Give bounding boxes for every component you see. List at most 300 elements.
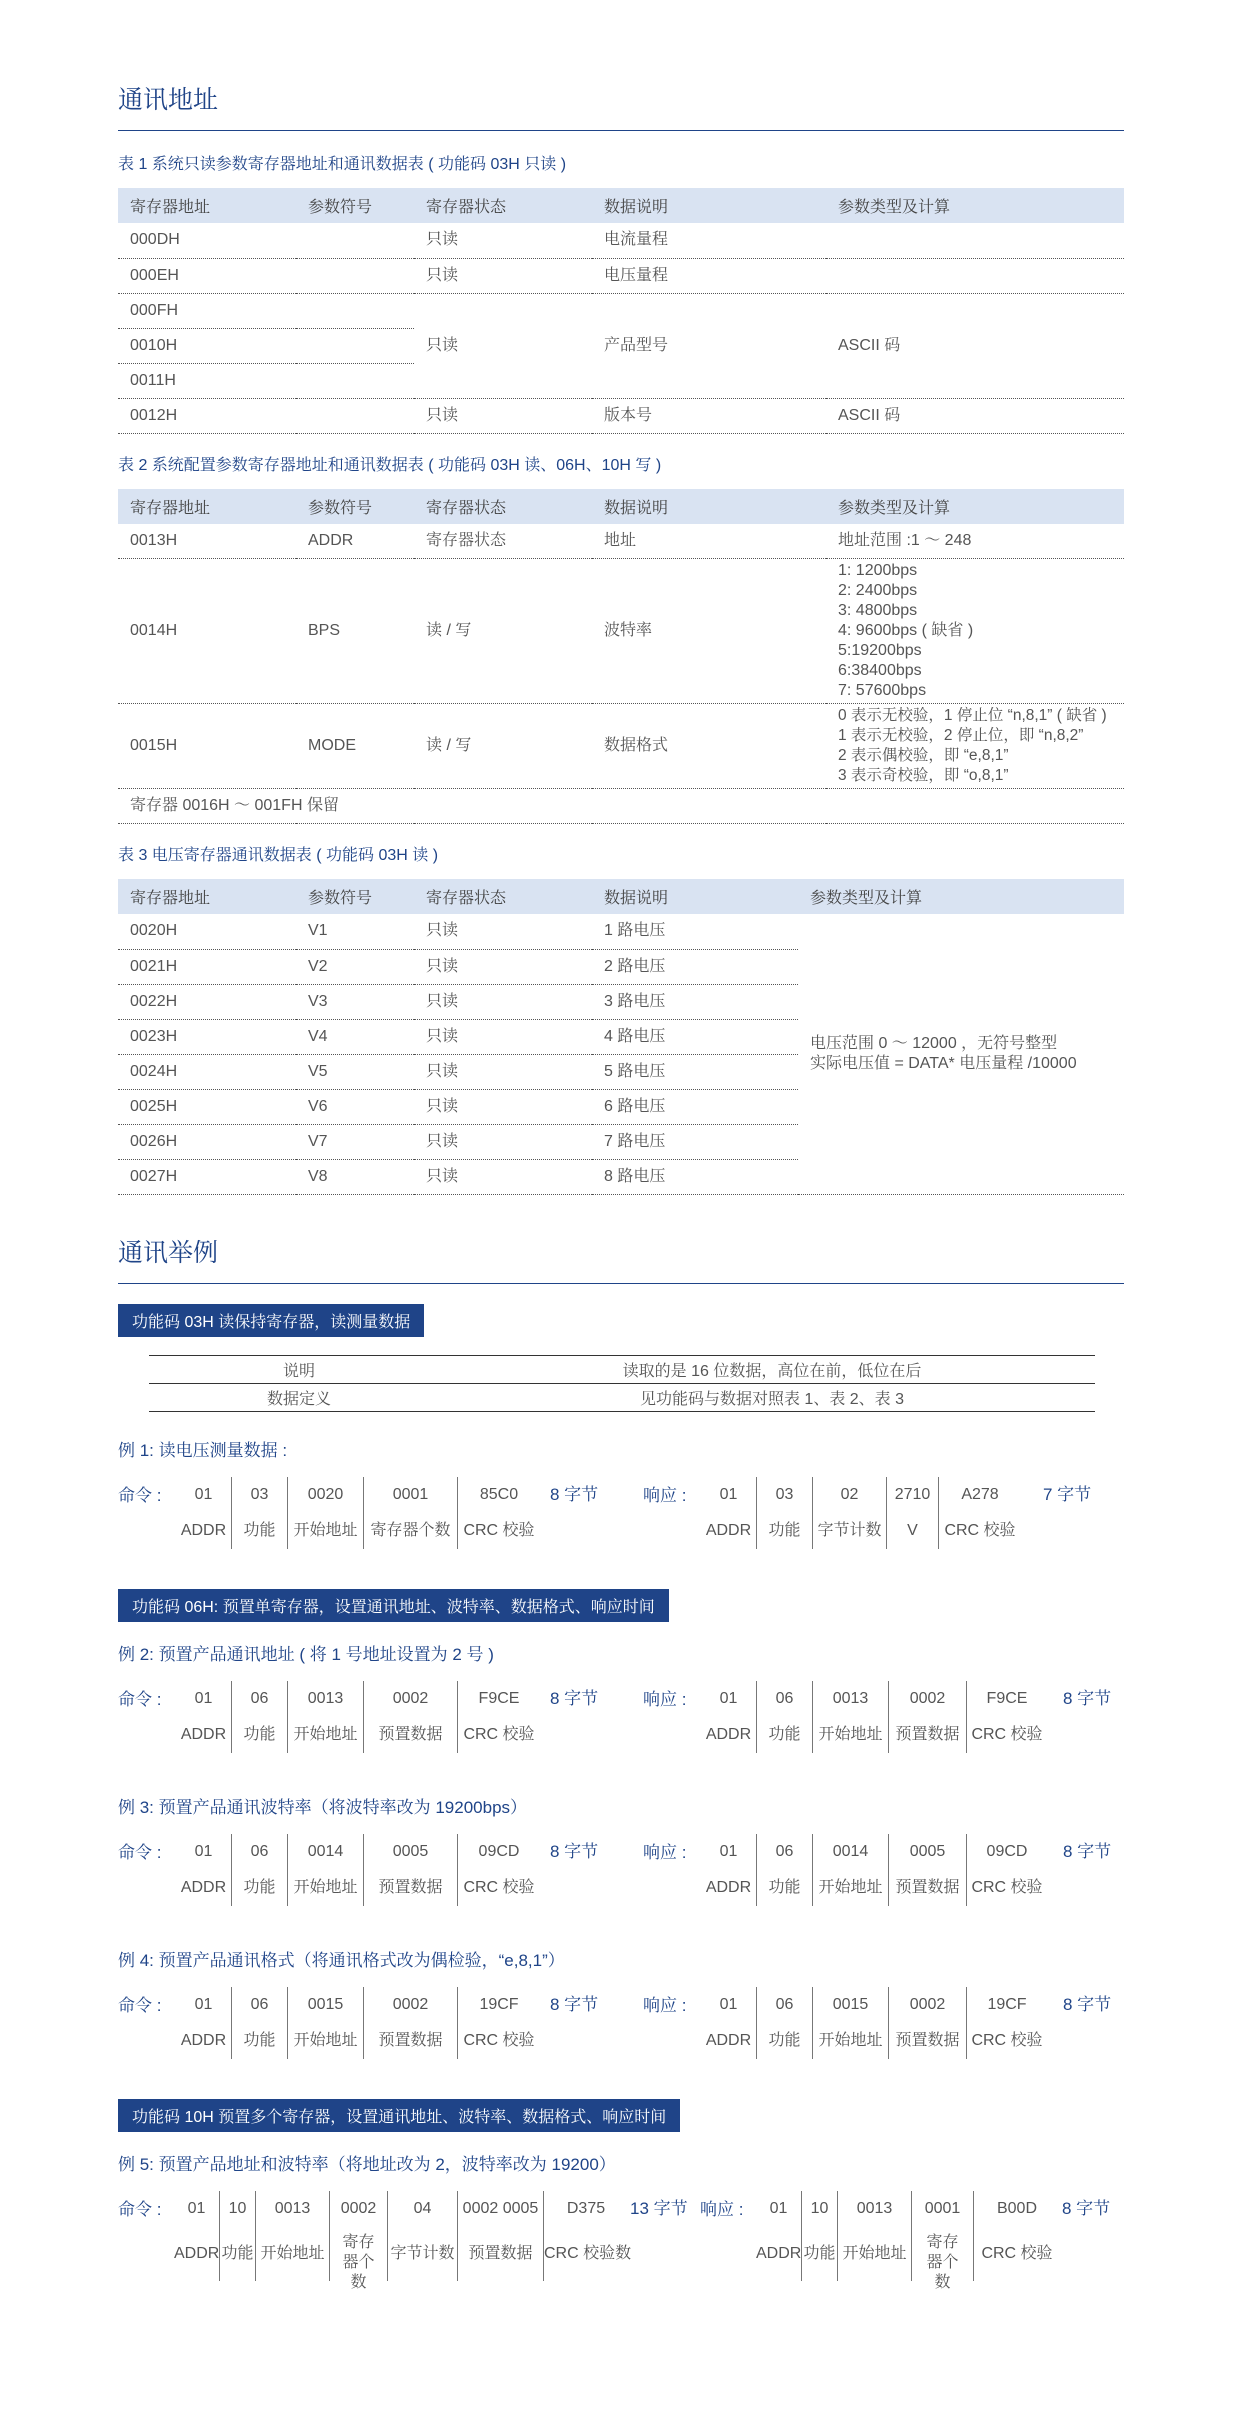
cell-sym: V1	[296, 914, 414, 949]
frame-cell	[967, 1987, 1047, 2059]
cell-name: 预置数据	[468, 2244, 533, 2262]
frame-cell	[232, 1987, 288, 2059]
cell-value: F9CE	[986, 1689, 1028, 1707]
frame-cell	[388, 2191, 458, 2281]
cell-value: 0013	[274, 2199, 311, 2217]
response-label: 响应 :	[643, 1842, 687, 1862]
table3	[118, 879, 1124, 1195]
cell-calc	[826, 258, 1124, 293]
cell-sym	[296, 398, 414, 433]
cell-name: CRC 校验	[463, 1878, 535, 1896]
response-cells	[701, 1477, 1021, 1549]
command-label: 命令 :	[118, 1995, 162, 2015]
example5-title: 例 5: 预置产品地址和波特率（将地址改为 2，波特率改为 19200）	[118, 2154, 616, 2174]
calc-line: 0 表示无校验，1 停止位 “n,8,1” ( 缺省 )	[838, 707, 1107, 724]
cell-value: 06	[250, 1842, 269, 1860]
table-row	[118, 293, 1124, 328]
response-label: 响应 :	[700, 2199, 744, 2219]
col-header: 寄存器地址	[118, 879, 296, 914]
cell-state: 只读	[414, 1124, 592, 1159]
response-bytes: 7 字节	[1043, 1484, 1092, 1504]
table2-header	[118, 489, 1124, 524]
calc-line: 6:38400bps	[838, 662, 922, 679]
command-cells	[174, 2191, 632, 2291]
cell-state: 只读	[414, 914, 592, 949]
cell-name: 预置数据	[895, 1725, 960, 1743]
cell-name: 寄存器个数	[926, 2233, 959, 2291]
cell-name: 功能	[243, 1521, 276, 1539]
cell-desc: 产品型号	[592, 293, 826, 398]
def-value: 见功能码与数据对照表 1、表 2、表 3	[639, 1390, 905, 1408]
example4-frames	[118, 1987, 1124, 2081]
cell-desc: 6 路电压	[592, 1089, 798, 1124]
cell-value: 09CD	[986, 1842, 1028, 1860]
cell-state: 只读	[414, 293, 592, 398]
cell-sym: V8	[296, 1159, 414, 1194]
frame-cell	[757, 1834, 813, 1906]
cell-calc	[826, 704, 1124, 789]
cell-addr: 0010H	[118, 328, 296, 363]
cell-state: 只读	[414, 1159, 592, 1194]
cell-addr: 0014H	[118, 559, 296, 704]
cell-value: 01	[194, 1485, 213, 1503]
cell-name: ADDR	[180, 1521, 227, 1539]
cell-state: 只读	[414, 1054, 592, 1089]
example3-title: 例 3: 预置产品通讯波特率（将波特率改为 19200bps）	[118, 1797, 528, 1817]
cell-name: CRC 校验	[971, 1878, 1043, 1896]
frame-cell	[232, 1681, 288, 1753]
cell-name: 开始地址	[818, 2031, 883, 2049]
command-bytes: 8 字节	[550, 1688, 599, 1708]
frame-cell	[288, 1834, 364, 1906]
frame-cell	[176, 1834, 232, 1906]
cell-addr: 000FH	[118, 293, 296, 328]
cell-name: 功能	[768, 1521, 801, 1539]
cell-name: CRC 校验	[463, 1725, 535, 1743]
cell-name: 开始地址	[842, 2244, 907, 2262]
cell-name: 预置数据	[378, 1725, 443, 1743]
cell-name: 预置数据	[378, 2031, 443, 2049]
cell-value: 0005	[392, 1842, 429, 1860]
cell-name: 功能	[803, 2244, 836, 2262]
frame-cell	[813, 1834, 889, 1906]
def-key: 说明	[149, 1355, 449, 1383]
section-title-examples: 通讯举例	[118, 1233, 1124, 1284]
frame-cell	[458, 1834, 540, 1906]
cell-name: CRC 校验	[971, 1725, 1043, 1743]
table2	[118, 489, 1124, 825]
cell-value: 0002	[909, 1689, 946, 1707]
table-row	[118, 524, 1124, 559]
cell-addr: 0023H	[118, 1019, 296, 1054]
frame-cell	[701, 1834, 757, 1906]
cell-value: 04	[413, 2199, 432, 2217]
cell-value: 01	[769, 2199, 788, 2217]
cell-name: 开始地址	[818, 1725, 883, 1743]
frame-cell	[256, 2191, 330, 2281]
table2-caption: 表 2 系统配置参数寄存器地址和通讯数据表 ( 功能码 03H 读、06H、10H 写 )	[118, 456, 662, 474]
cell-value: 10	[810, 2199, 829, 2217]
col-header: 参数符号	[296, 188, 414, 223]
cell-value: 06	[775, 1995, 794, 2013]
cell-value: 09CD	[478, 1842, 520, 1860]
cell-sym	[296, 258, 414, 293]
cell-sym	[296, 328, 414, 363]
table-row	[149, 1383, 1095, 1411]
frame-cell	[838, 2191, 912, 2281]
command-bytes: 13 字节	[630, 2198, 688, 2218]
cell-value: D375	[566, 2199, 606, 2217]
col-header: 数据说明	[592, 879, 798, 914]
cell-addr: 0013H	[118, 524, 296, 559]
cell-value: 0013	[832, 1689, 869, 1707]
cell-value: F9CE	[478, 1689, 520, 1707]
frame-cell	[288, 1681, 364, 1753]
frame-cell	[813, 1477, 887, 1549]
cell-name: 功能	[243, 1878, 276, 1896]
cell-desc: 2 路电压	[592, 949, 798, 984]
cell-name: CRC 校验	[981, 2244, 1053, 2262]
cell-calc	[826, 223, 1124, 258]
cell-value: 01	[719, 1689, 738, 1707]
cell-addr: 0021H	[118, 949, 296, 984]
frame-cell	[330, 2191, 388, 2291]
frame-cell	[220, 2191, 256, 2281]
cell-name: 字节计数	[390, 2244, 455, 2262]
cell-value: 01	[719, 1842, 738, 1860]
cell-state: 只读	[414, 223, 592, 258]
command-label: 命令 :	[118, 1689, 162, 1709]
table-row	[118, 258, 1124, 293]
table1-header	[118, 188, 1124, 223]
response-bytes: 8 字节	[1063, 1841, 1112, 1861]
cell-name: 开始地址	[293, 1878, 358, 1896]
calc-line: 2 表示偶校验，即 “e,8,1”	[838, 747, 1009, 764]
calc-line: 4: 9600bps ( 缺省 )	[838, 622, 974, 639]
col-header: 寄存器状态	[414, 879, 592, 914]
cell-value: 0002 0005	[462, 2199, 539, 2217]
cell-value: 0001	[392, 1485, 429, 1503]
command-label: 命令 :	[118, 2199, 162, 2219]
reserved-note: 寄存器 0016H ～ 001FH 保留	[118, 789, 1124, 824]
cell-value: 0002	[909, 1995, 946, 2013]
cell-value: 2710	[894, 1485, 931, 1503]
calc-line: 5:19200bps	[838, 642, 922, 659]
cell-sym	[296, 223, 414, 258]
calc-line: 1 表示无校验，2 停止位，即 “n,8,2”	[838, 727, 1084, 744]
cell-sym: V7	[296, 1124, 414, 1159]
frame-cell	[889, 1681, 967, 1753]
col-header: 参数符号	[296, 489, 414, 524]
band-06h: 功能码 06H: 预置单寄存器，设置通讯地址、波特率、数据格式、响应时间	[118, 1589, 669, 1622]
cell-value: 0014	[307, 1842, 344, 1860]
frame-cell	[802, 2191, 838, 2281]
frame-cell	[458, 1987, 540, 2059]
frame-cell	[757, 1987, 813, 2059]
cell-addr: 0026H	[118, 1124, 296, 1159]
example3-frames	[118, 1834, 1124, 1928]
col-header: 参数符号	[296, 879, 414, 914]
frame-cell	[232, 1834, 288, 1906]
cell-name: ADDR	[705, 1725, 752, 1743]
cell-value: 06	[250, 1995, 269, 2013]
cell-value: 03	[775, 1485, 794, 1503]
response-bytes: 8 字节	[1063, 1994, 1112, 2014]
cell-calc	[826, 559, 1124, 704]
cell-value: 06	[775, 1689, 794, 1707]
cell-value: 0020	[307, 1485, 344, 1503]
frame-cell	[939, 1477, 1021, 1549]
table-row	[149, 1355, 1095, 1383]
frame-cell	[176, 1477, 232, 1549]
cell-value: 0013	[307, 1689, 344, 1707]
response-cells	[701, 1681, 1047, 1753]
frame-cell	[701, 1987, 757, 2059]
frame-cell	[176, 1987, 232, 2059]
band-10h: 功能码 10H 预置多个寄存器，设置通讯地址、波特率、数据格式、响应时间	[118, 2099, 680, 2132]
cell-name: 开始地址	[260, 2244, 325, 2262]
example5-frames	[118, 2191, 1124, 2291]
cell-sym: V6	[296, 1089, 414, 1124]
cell-name: 功能	[768, 1878, 801, 1896]
frame-cell	[813, 1681, 889, 1753]
section-title-address: 通讯地址	[118, 80, 1124, 131]
cell-name: ADDR	[180, 2031, 227, 2049]
cell-value: 0015	[307, 1995, 344, 2013]
table-row	[118, 914, 1124, 949]
frame-cell	[176, 1681, 232, 1753]
table-row	[118, 223, 1124, 258]
cell-value: 19CF	[479, 1995, 519, 2013]
cell-name: 功能	[243, 2031, 276, 2049]
cell-sym: V4	[296, 1019, 414, 1054]
cell-sym: ADDR	[296, 524, 414, 559]
col-header: 数据说明	[592, 188, 826, 223]
cell-desc: 5 路电压	[592, 1054, 798, 1089]
cell-value: 03	[250, 1485, 269, 1503]
col-header: 寄存器地址	[118, 489, 296, 524]
frame-cell	[701, 1477, 757, 1549]
cell-name: CRC 校验数	[544, 2244, 632, 2262]
frame-cell	[544, 2191, 632, 2281]
calc-line: 1: 1200bps	[838, 562, 918, 579]
cell-desc: 3 路电压	[592, 984, 798, 1019]
example1-frames	[118, 1477, 1124, 1571]
cell-value: 0013	[856, 2199, 893, 2217]
cell-value: 0002	[392, 1995, 429, 2013]
cell-value: 85C0	[479, 1485, 519, 1503]
response-label: 响应 :	[643, 1995, 687, 2015]
cell-calc: ASCII 码	[826, 398, 1124, 433]
frame-cell	[458, 2191, 544, 2281]
cell-name: CRC 校验	[944, 1521, 1016, 1539]
cell-addr: 0020H	[118, 914, 296, 949]
cell-name: ADDR	[180, 1878, 227, 1896]
cell-desc: 1 路电压	[592, 914, 798, 949]
calc-line: 实际电压值 = DATA* 电压量程 /10000	[810, 1054, 1077, 1072]
def-key: 数据定义	[266, 1390, 331, 1408]
cell-value: 0001	[924, 2199, 961, 2217]
cell-name: 字节计数	[817, 1521, 882, 1539]
col-header: 寄存器状态	[414, 188, 592, 223]
cell-name: ADDR	[705, 1878, 752, 1896]
response-label: 响应 :	[643, 1485, 687, 1505]
cell-sym	[296, 363, 414, 398]
frame-cell	[232, 1477, 288, 1549]
example2-title: 例 2: 预置产品通讯地址 ( 将 1 号地址设置为 2 号 )	[118, 1644, 494, 1664]
col-header: 寄存器地址	[118, 188, 296, 223]
table-row	[118, 398, 1124, 433]
cell-name: 开始地址	[293, 2031, 358, 2049]
frame-cell	[458, 1681, 540, 1753]
cell-value: B00D	[996, 2199, 1038, 2217]
frame-cell	[813, 1987, 889, 2059]
cell-calc: ASCII 码	[826, 293, 1124, 398]
document-page	[118, 80, 1124, 2303]
response-cells	[701, 1834, 1047, 1906]
cell-addr: 0011H	[118, 363, 296, 398]
frame-cell	[364, 1477, 458, 1549]
frame-cell	[701, 1681, 757, 1753]
calc-line: 7: 57600bps	[838, 682, 927, 699]
table-row	[118, 789, 1124, 824]
cell-desc: 版本号	[592, 398, 826, 433]
cell-name: 预置数据	[895, 2031, 960, 2049]
frame-cell	[364, 1987, 458, 2059]
cell-addr: 0025H	[118, 1089, 296, 1124]
cell-state: 只读	[414, 949, 592, 984]
frame-cell	[912, 2191, 974, 2291]
cell-value: 01	[194, 1995, 213, 2013]
cell-name: 预置数据	[378, 1878, 443, 1896]
frame-cell	[889, 1834, 967, 1906]
definition-table	[149, 1355, 1095, 1412]
cell-addr: 0012H	[118, 398, 296, 433]
cell-state: 只读	[414, 984, 592, 1019]
command-label: 命令 :	[118, 1842, 162, 1862]
cell-desc: 8 路电压	[592, 1159, 798, 1194]
cell-desc: 电流量程	[592, 223, 826, 258]
cell-desc: 电压量程	[592, 258, 826, 293]
cell-value: 19CF	[987, 1995, 1027, 2013]
response-label: 响应 :	[643, 1689, 687, 1709]
example4-title: 例 4: 预置产品通讯格式（将通讯格式改为偶检验，“e,8,1”）	[118, 1950, 565, 1970]
calc-line: 3 表示奇校验，即 “o,8,1”	[838, 767, 1009, 784]
cell-state: 只读	[414, 258, 592, 293]
def-value: 读取的是 16 位数据，高位在前，低位在后	[449, 1355, 1095, 1383]
frame-cell	[364, 1681, 458, 1753]
col-header: 数据说明	[592, 489, 826, 524]
example2-frames	[118, 1681, 1124, 1775]
cell-state: 只读	[414, 1089, 592, 1124]
cell-name: CRC 校验	[463, 1521, 535, 1539]
cell-name: 寄存器个数	[370, 1521, 451, 1539]
cell-name: ADDR	[705, 2031, 752, 2049]
frame-cell	[288, 1987, 364, 2059]
frame-cell	[967, 1834, 1047, 1906]
cell-name: ADDR	[180, 1725, 227, 1743]
cell-calc: 地址范围 :1 ～ 248	[826, 524, 1124, 559]
cell-value: 0002	[340, 2199, 377, 2217]
cell-addr: 000DH	[118, 223, 296, 258]
cell-addr: 0015H	[118, 704, 296, 789]
cell-name: 功能	[243, 1725, 276, 1743]
cell-addr: 0022H	[118, 984, 296, 1019]
col-header: 参数类型及计算	[826, 188, 1124, 223]
cell-sym: V5	[296, 1054, 414, 1089]
cell-name: CRC 校验	[463, 2031, 535, 2049]
cell-value: 06	[250, 1689, 269, 1707]
frame-cell	[288, 1477, 364, 1549]
cell-name: ADDR	[756, 2244, 802, 2262]
cell-state: 读 / 写	[414, 559, 592, 704]
command-cells	[176, 1987, 540, 2059]
table-row	[118, 704, 1124, 789]
cell-state: 只读	[414, 1019, 592, 1054]
col-header: 参数类型及计算	[826, 489, 1124, 524]
cell-name: 预置数据	[895, 1878, 960, 1896]
command-bytes: 8 字节	[550, 1841, 599, 1861]
cell-value: A278	[961, 1485, 999, 1503]
response-bytes: 8 字节	[1062, 2198, 1111, 2218]
frame-cell	[757, 1477, 813, 1549]
frame-cell	[757, 1681, 813, 1753]
table3-caption: 表 3 电压寄存器通讯数据表 ( 功能码 03H 读 )	[118, 847, 439, 864]
cell-value: 01	[187, 2199, 206, 2217]
cell-value: 01	[719, 1485, 738, 1503]
response-bytes: 8 字节	[1063, 1688, 1112, 1708]
table3-header	[118, 879, 1124, 914]
cell-sym: V3	[296, 984, 414, 1019]
col-header: 参数类型及计算	[798, 879, 1124, 914]
cell-name: 功能	[768, 2031, 801, 2049]
cell-state: 只读	[414, 398, 592, 433]
cell-sym: V2	[296, 949, 414, 984]
frame-cell	[967, 1681, 1047, 1753]
col-header: 寄存器状态	[414, 489, 592, 524]
cell-desc: 地址	[592, 524, 826, 559]
calc-line: 电压范围 0 ～ 12000 ，无符号整型	[810, 1034, 1058, 1052]
cell-addr: 0027H	[118, 1159, 296, 1194]
cell-calc	[798, 914, 1124, 1194]
cell-name: 开始地址	[293, 1725, 358, 1743]
table1-caption: 表 1 系统只读参数寄存器地址和通讯数据表 ( 功能码 03H 只读 )	[118, 156, 567, 173]
frame-cell	[974, 2191, 1060, 2281]
cell-sym: MODE	[296, 704, 414, 789]
cell-name: ADDR	[705, 1521, 752, 1539]
cell-name: 开始地址	[818, 1878, 883, 1896]
cell-value: 0015	[832, 1995, 869, 2013]
cell-desc: 数据格式	[592, 704, 826, 789]
response-cells	[756, 2191, 1060, 2291]
cell-state: 读 / 写	[414, 704, 592, 789]
command-cells	[176, 1477, 540, 1549]
cell-name: 功能	[221, 2244, 254, 2262]
frame-cell	[458, 1477, 540, 1549]
command-bytes: 8 字节	[550, 1994, 599, 2014]
cell-state: 寄存器状态	[414, 524, 592, 559]
command-cells	[176, 1834, 540, 1906]
cell-desc: 7 路电压	[592, 1124, 798, 1159]
band-03h: 功能码 03H 读保持寄存器，读测量数据	[118, 1304, 424, 1337]
frame-cell	[364, 1834, 458, 1906]
cell-value: 0014	[832, 1842, 869, 1860]
cell-value: 01	[719, 1995, 738, 2013]
command-bytes: 8 字节	[550, 1484, 599, 1504]
command-label: 命令 :	[118, 1485, 162, 1505]
frame-cell	[887, 1477, 939, 1549]
cell-value: 0005	[909, 1842, 946, 1860]
